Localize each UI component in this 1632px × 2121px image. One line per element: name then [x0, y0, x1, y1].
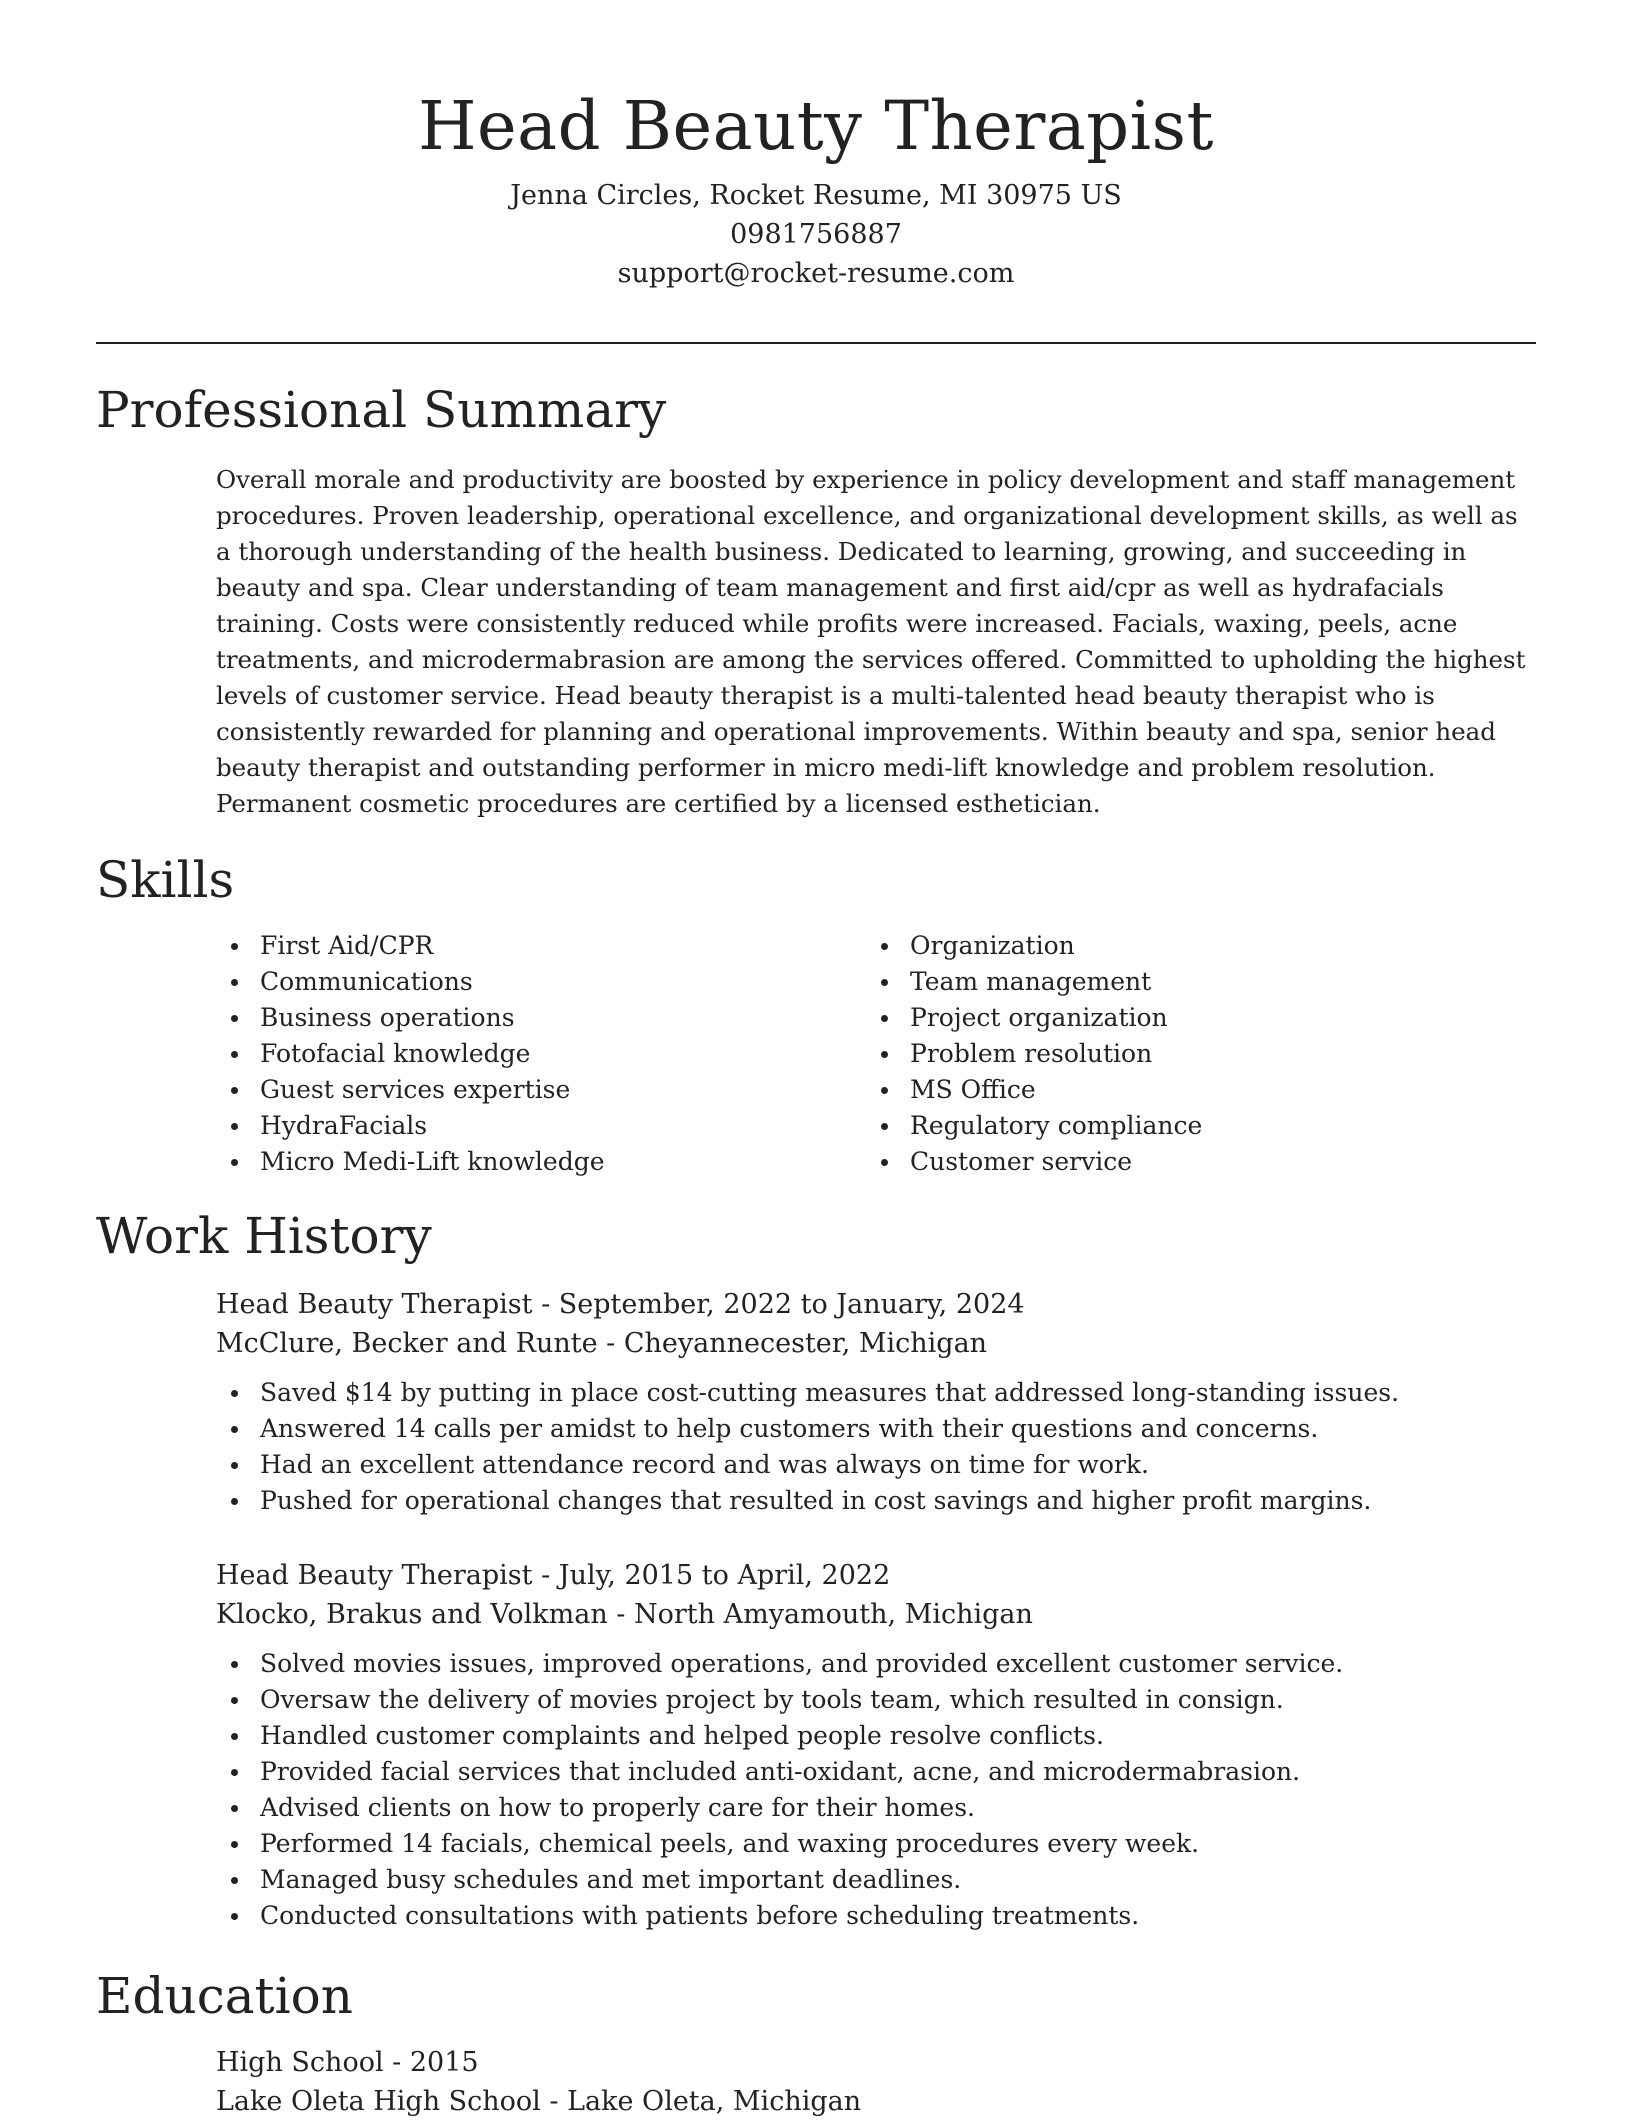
skill-item: Business operations [216, 1000, 605, 1036]
skill-item: Problem resolution [866, 1036, 1202, 1072]
job-bullets [216, 1375, 1538, 1519]
skill-item: HydraFacials [216, 1108, 605, 1144]
job-company-location: McClure, Becker and Runte - Cheyannecester, Michigan [216, 1328, 988, 1359]
education-degree-year: High School - 2015 [216, 2047, 479, 2078]
job-bullet: Performed 14 facials, chemical peels, and waxing procedures every week. [216, 1826, 1538, 1862]
job-role-dates: Head Beauty Therapist - September, 2022 to January, 2024 [216, 1289, 1025, 1320]
job-bullet: Advised clients on how to properly care for their homes. [216, 1790, 1538, 1826]
resume-name: Head Beauty Therapist [418, 87, 1214, 165]
contact-address: Jenna Circles, Rocket Resume, MI 30975 US [510, 180, 1122, 211]
skill-item: Team management [866, 964, 1202, 1000]
job-bullet: Oversaw the delivery of movies project by tools team, which resulted in consign. [216, 1682, 1538, 1718]
skill-item: Project organization [866, 1000, 1202, 1036]
summary-heading: Professional Summary [96, 381, 667, 439]
job-bullet: Pushed for operational changes that resulted in cost savings and higher profit margins. [216, 1483, 1538, 1519]
skill-item: Regulatory compliance [866, 1108, 1202, 1144]
skills-heading: Skills [96, 851, 235, 909]
job-bullet: Answered 14 calls per amidst to help customers with their questions and concerns. [216, 1411, 1538, 1447]
contact-email: support@rocket-resume.com [617, 258, 1015, 289]
job-company-location: Klocko, Brakus and Volkman - North Amyamouth, Michigan [216, 1599, 1033, 1630]
header-divider [96, 342, 1536, 344]
contact-block [0, 176, 1632, 293]
skill-item: Micro Medi-Lift knowledge [216, 1144, 605, 1180]
job-bullet: Managed busy schedules and met important deadlines. [216, 1862, 1538, 1898]
job-bullet: Had an excellent attendance record and was always on time for work. [216, 1447, 1538, 1483]
education-heading: Education [96, 1967, 353, 2025]
education-school-location: Lake Oleta High School - Lake Oleta, Michigan [216, 2086, 862, 2117]
job-bullet: Conducted consultations with patients before scheduling treatments. [216, 1898, 1538, 1934]
skill-item: Fotofacial knowledge [216, 1036, 605, 1072]
skill-item: First Aid/CPR [216, 928, 605, 964]
skill-item: Organization [866, 928, 1202, 964]
job-entry [216, 1285, 1538, 1519]
job-bullet: Provided facial services that included anti-oxidant, acne, and microdermabrasion. [216, 1754, 1538, 1790]
summary-text: Overall morale and productivity are boosted by experience in policy development and staff management procedures. Proven leadership, operational excellence, and organizational development skills, as well as a thorough understanding of the health business. Dedicated to learning, growing, and succeeding in beauty and spa. Clear understanding of team management and first aid/cpr as well as hydrafacials training. Costs were consistently reduced while profits were increased. Facials, waxing, peels, acne treatments, and microdermabrasion are among the services offered. Committed to upholding the highest levels of customer service. Head beauty therapist is a multi-talented head beauty therapist who is consistently rewarded for planning and operational improvements. Within beauty and spa, senior head beauty therapist and outstanding performer in micro medi-lift knowledge and problem resolution. Permanent cosmetic procedures are certified by a licensed esthetician. [216, 465, 1526, 818]
job-bullet: Saved $14 by putting in place cost-cutting measures that addressed long-standing issues. [216, 1375, 1538, 1411]
work-history-heading: Work History [96, 1207, 432, 1265]
skill-item: Customer service [866, 1144, 1202, 1180]
resume-header [0, 0, 1632, 293]
skills-list-right [866, 928, 1202, 1180]
job-bullet: Solved movies issues, improved operations, and provided excellent customer service. [216, 1646, 1538, 1682]
skill-item: Communications [216, 964, 605, 1000]
job-bullet: Handled customer complaints and helped people resolve conflicts. [216, 1718, 1538, 1754]
job-entry [216, 1556, 1538, 1934]
skill-item: MS Office [866, 1072, 1202, 1108]
job-role-dates: Head Beauty Therapist - July, 2015 to April, 2022 [216, 1560, 891, 1591]
skills-list-left [216, 928, 605, 1180]
skill-item: Guest services expertise [216, 1072, 605, 1108]
contact-phone: 0981756887 [730, 219, 902, 250]
job-bullets [216, 1646, 1538, 1934]
education-entry [216, 2043, 1538, 2121]
